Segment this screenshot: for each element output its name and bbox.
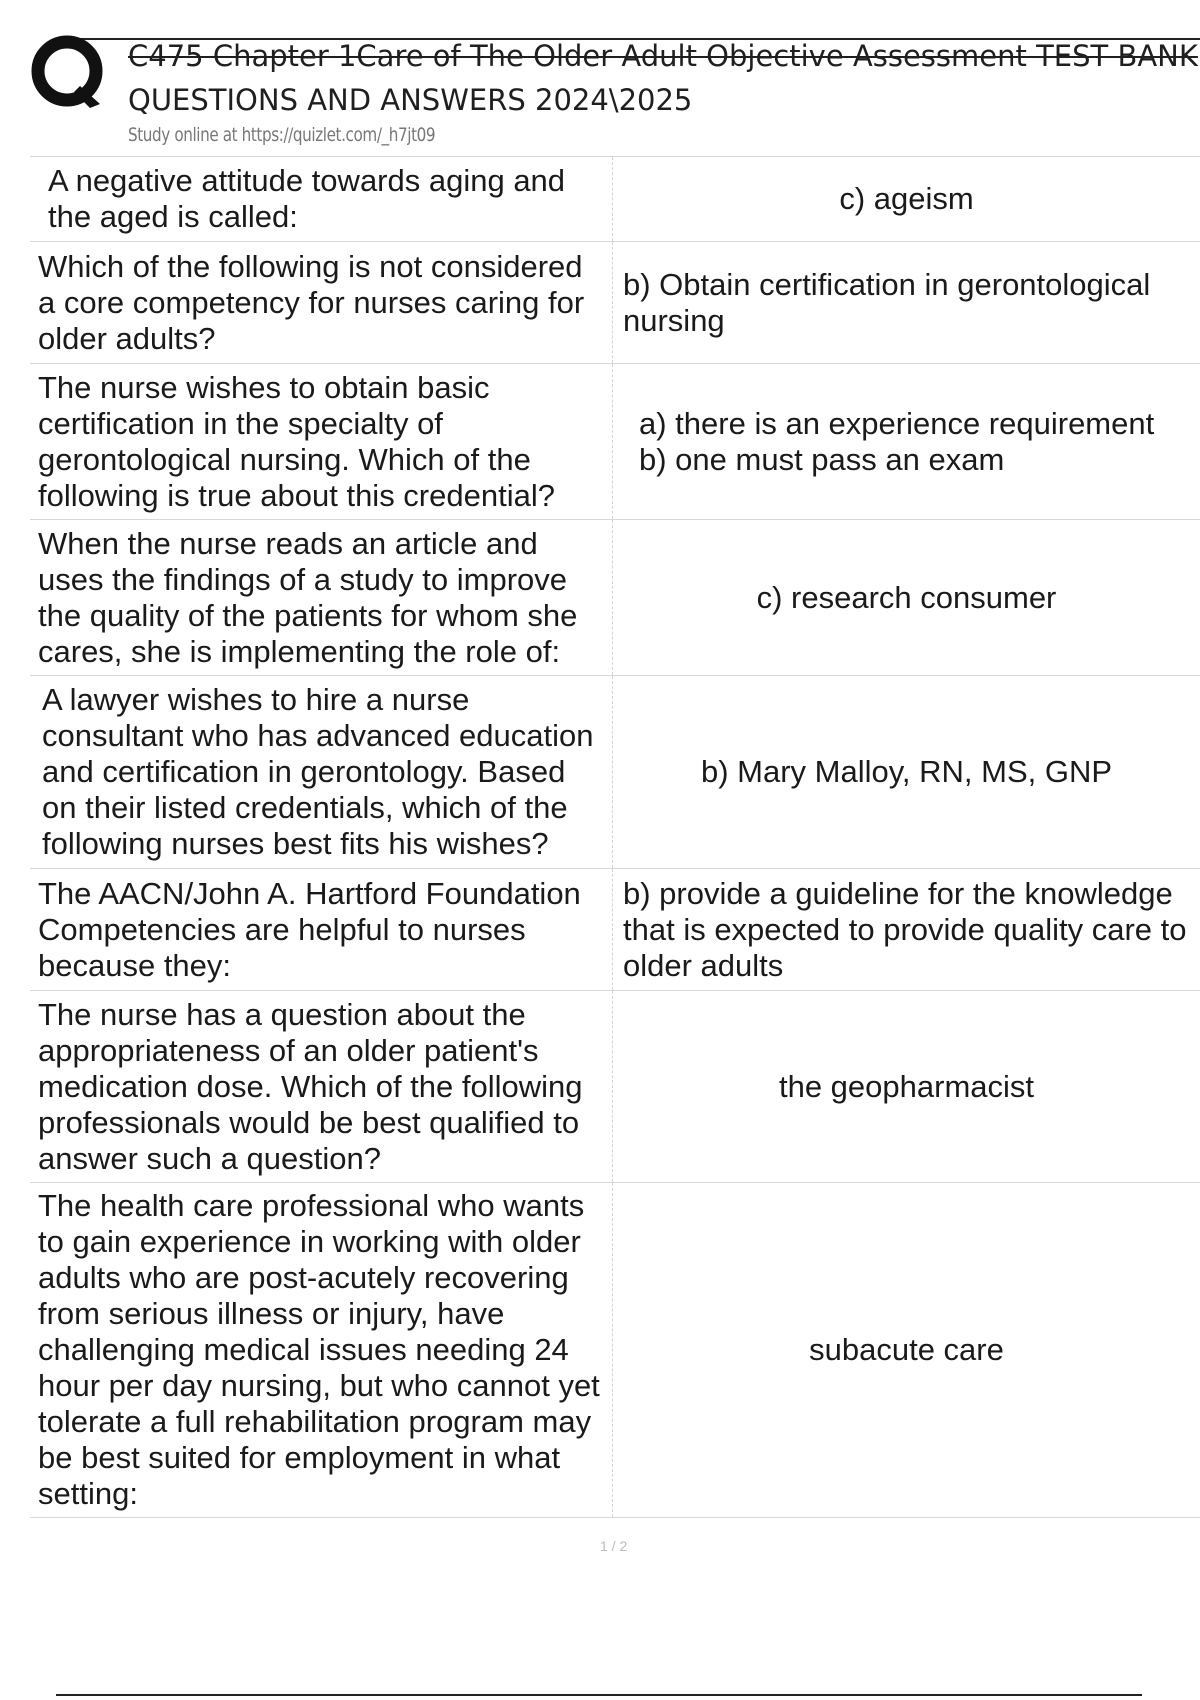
flashcard-row <box>30 364 1200 520</box>
quizlet-logo-icon <box>30 34 108 112</box>
flashcard-row <box>30 869 1200 991</box>
flashcard-definition: b) provide a guideline for the knowledge that is expected to provide quality care to older adults <box>623 875 1187 983</box>
footer-rule <box>56 1694 1142 1696</box>
document-title-line-2: QUESTIONS AND ANSWERS 2024\2025 <box>128 83 693 117</box>
flashcard-row <box>30 520 1200 676</box>
flashcard-term: A lawyer wishes to hire a nurse consultant who has advanced education and certification in gerontology. Based on their listed credentials, which of the following nurses best fits his wishes? <box>30 676 613 868</box>
flashcard-row <box>30 157 1200 242</box>
flashcard-definition: the geopharmacist <box>778 1068 1035 1104</box>
flashcard-term: A negative attitude towards aging and the aged is called: <box>30 157 613 241</box>
flashcard-term: The nurse has a question about the appropriateness of an older patient's medication dose. Which of the following professionals would be best qualified to answer such a question? <box>30 991 613 1182</box>
flashcard-definition <box>613 364 1200 519</box>
flashcard-definition: subacute care <box>809 1332 1004 1367</box>
flashcard-term: The nurse wishes to obtain basic certification in the specialty of gerontological nursing. Which of the following is true about this credential? <box>30 364 613 519</box>
flashcard-definition: c) research consumer <box>756 579 1057 615</box>
flashcard-row <box>30 1183 1200 1518</box>
flashcard-term: When the nurse reads an article and uses the findings of a study to improve the quality of the patients for whom she cares, she is implementing the role of: <box>30 520 613 675</box>
document-title <box>128 34 1200 122</box>
flashcard-term: The health care professional who wants to gain experience in working with older adults who are post-acutely recovering from serious illness or injury, have challenging medical issues needing 24 hour per day nursing, but who cannot yet tolerate a full rehabilitation program may be best suited for employment in what setting: <box>30 1183 613 1517</box>
flashcard-row <box>30 242 1200 364</box>
flashcard-definition: c) ageism <box>839 181 974 216</box>
flashcard-term: Which of the following is not considered a core competency for nurses caring for older adults? <box>30 242 613 363</box>
document-title-line-1: C475 Chapter 1Care of The Older Adult Objective Assessment TEST BANK <box>128 39 1198 73</box>
flashcard-term: The AACN/John A. Hartford Foundation Competencies are helpful to nurses because they: <box>30 869 613 990</box>
source-url: Study online at https://quizlet.com/_h7jt09 <box>128 124 436 146</box>
definition-line: a) there is an experience requirement <box>639 405 1155 441</box>
flashcard-table <box>30 156 1200 1518</box>
flashcard-definition: b) Mary Malloy, RN, MS, GNP <box>700 754 1113 789</box>
definition-line: b) one must pass an exam <box>639 441 1005 477</box>
flashcard-definition: b) Obtain certification in gerontological nursing <box>623 266 1151 338</box>
flashcard-row <box>30 991 1200 1183</box>
flashcard-row <box>30 676 1200 869</box>
page-number: 1 / 2 <box>600 1538 628 1554</box>
